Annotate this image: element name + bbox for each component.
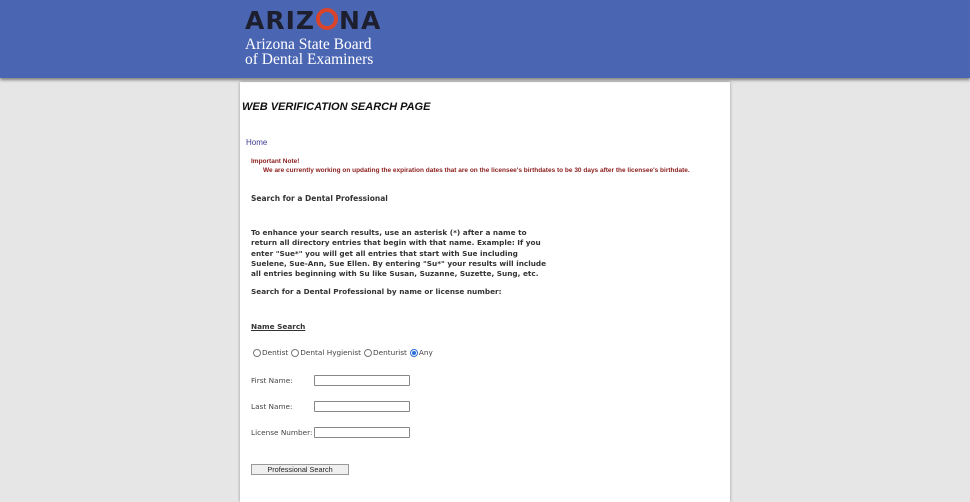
license-number-input[interactable] (314, 427, 410, 438)
logo-wordmark: ARIZ NA (245, 6, 382, 35)
professional-search-button[interactable]: Professional Search (251, 464, 349, 475)
radio-button[interactable] (253, 349, 261, 357)
logo-o-ring-icon (316, 8, 338, 30)
search-help-text: To enhance your search results, use an asterisk (*) after a name to return all directory entries that begin with that name. Example: If you enter "Sue*" you will get all entries that start with Sue including Suelene, Sue-Ann, Sue Ellen. By entering "Su*" your results will include all entries beginning with Su like Susan, Suzanne, Suzette, Sung, etc. (251, 228, 547, 279)
radio-dentist[interactable]: Dentist (253, 348, 288, 357)
page-title: WEB VERIFICATION SEARCH PAGE (242, 101, 431, 113)
license-number-label: License Number: (251, 428, 313, 437)
radio-dental-hygienist[interactable]: Dental Hygienist (291, 348, 361, 357)
name-search-heading: Name Search (251, 322, 306, 331)
radio-button[interactable] (364, 349, 372, 357)
site-header (0, 0, 970, 78)
last-name-row (251, 401, 410, 412)
last-name-label: Last Name: (251, 402, 293, 411)
search-by-instructions: Search for a Dental Professional by name or license number: (251, 287, 502, 296)
radio-any[interactable]: Any (410, 348, 433, 357)
last-name-input[interactable] (314, 401, 410, 412)
profession-radio-group (253, 348, 436, 357)
first-name-input[interactable] (314, 375, 410, 386)
first-name-label: First Name: (251, 376, 293, 385)
arizona-dental-board-logo[interactable] (245, 8, 381, 67)
radio-denturist[interactable]: Denturist (364, 348, 407, 357)
home-link[interactable]: Home (246, 138, 268, 147)
radio-button-selected[interactable] (410, 349, 418, 357)
important-note-text: We are currently working on updating the expiration dates that are on the licensee's birthdates to be 30 days after the licensee's birthdate. (263, 167, 690, 174)
search-section-heading: Search for a Dental Professional (251, 194, 388, 203)
license-number-row (251, 427, 410, 438)
logo-line-2: of Dental Examiners (245, 51, 374, 68)
radio-button[interactable] (291, 349, 299, 357)
content-panel (240, 82, 730, 502)
logo-line-1: Arizona State Board (245, 36, 372, 53)
important-note-title: Important Note! (251, 158, 300, 165)
first-name-row (251, 375, 410, 386)
